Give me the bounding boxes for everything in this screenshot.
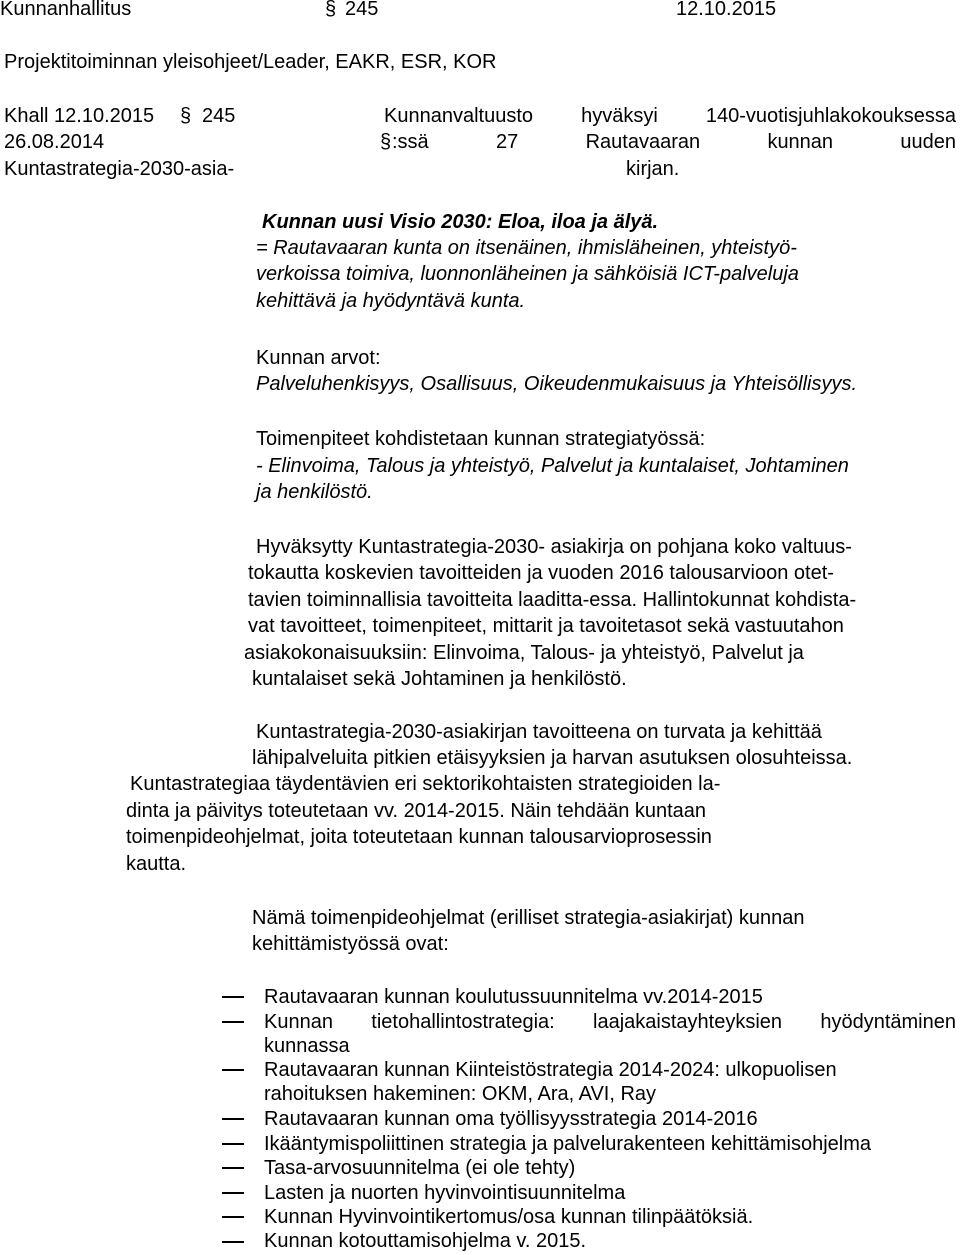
measures-line: ja henkilöstö. <box>256 481 373 503</box>
vision-line: = Rautavaaran kunta on itsenäinen, ihmisläheinen, yhteistyö- <box>256 237 797 259</box>
vision-heading: Kunnan uusi Visio 2030: Eloa, iloa ja älyä. <box>262 211 659 233</box>
measures-line: - Elinvoima, Talous ja yhteistyö, Palvelut ja kuntalaiset, Johtaminen <box>256 455 849 477</box>
approved-line: Hyväksytty Kuntastrategia-2030- asiakirja on pohjana koko valtuus- <box>256 536 852 558</box>
section-sign: § <box>325 0 337 20</box>
approved-line: asiakokonaisuuksiin: Elinvoima, Talous- ja yhteistyö, Palvelut ja <box>244 642 804 664</box>
list-dash <box>222 1241 244 1243</box>
doc-title: Projektitoiminnan yleisohjeet/Leader, EAKR, ESR, KOR <box>4 51 497 73</box>
history-text-line1: Kunnanvaltuusto hyväksyi 140-vuotisjuhlakokouksessa <box>384 105 956 127</box>
goal-line: lähipalveluita pitkien etäisyyksien ja harvan asutuksen olosuhteissa. <box>252 747 853 769</box>
header-number: 245 <box>345 0 379 20</box>
program-item: Tasa-arvosuunnitelma (ei ole tehty) <box>264 1157 576 1179</box>
program-item-continued: kunnassa <box>264 1035 350 1057</box>
section-sign: § <box>180 105 192 127</box>
history-text-line2: :ssä 27 Rautavaaran kunnan uuden <box>392 131 956 153</box>
history-prev-date: 26.08.2014 <box>4 131 105 153</box>
list-dash <box>222 1143 244 1145</box>
program-item: Lasten ja nuorten hyvinvointisuunnitelma <box>264 1182 626 1204</box>
program-item: Rautavaaran kunnan Kiinteistöstrategia 2014-2024: ulkopuolisen <box>264 1059 837 1081</box>
measures-heading: Toimenpiteet kohdistetaan kunnan strategiatyössä: <box>256 428 706 450</box>
list-dash <box>222 1167 244 1169</box>
approved-line: kuntalaiset sekä Johtaminen ja henkilöstö. <box>252 668 627 690</box>
values-text: Palveluhenkisyys, Osallisuus, Oikeudenmukaisuus ja Yhteisöllisyys. <box>256 373 858 395</box>
program-item: Kunnan kotouttamisohjelma v. 2015. <box>264 1230 587 1252</box>
programs-intro-line: kehittämistyössä ovat: <box>252 933 449 955</box>
history-khall: Khall 12.10.2015 <box>4 105 155 127</box>
program-item: Kunnan tietohallintostrategia: laajakaistayhteyksien hyödyntäminen <box>264 1011 956 1033</box>
section-sign: § <box>380 131 392 153</box>
programs-intro-line: Nämä toimenpideohjelmat (erilliset strategia-asiakirjat) kunnan <box>252 907 805 929</box>
list-dash <box>222 996 244 998</box>
history-khall-number: 245 <box>202 105 236 127</box>
list-dash <box>222 1118 244 1120</box>
values-heading <box>256 346 381 370</box>
program-item: Ikääntymispoliittinen strategia ja palvelurakenteen kehittämisohjelma <box>264 1133 871 1155</box>
goal-line: toimenpideohjelmat, joita toteutetaan kunnan talousarvioprosessin <box>126 826 712 848</box>
list-dash <box>222 1069 244 1071</box>
values-heading-text: Kunnan arvot: <box>256 347 381 369</box>
goal-line: dinta ja päivitys toteutetaan vv. 2014-2015. Näin tehdään kuntaan <box>126 800 707 822</box>
program-item-continued: rahoituksen hakeminen: OKM, Ara, AVI, Ray <box>264 1083 657 1105</box>
goal-line: Kuntastrategia-2030-asiakirjan tavoitteena on turvata ja kehittää <box>256 721 822 743</box>
vision-line: kehittävä ja hyödyntävä kunta. <box>256 290 526 312</box>
approved-line: tokautta koskevien tavoitteiden ja vuoden 2016 talousarvioon otet- <box>248 562 834 584</box>
header-date: 12.10.2015 <box>676 0 777 20</box>
goal-line: Kuntastrategiaa täydentävien eri sektorikohtaisten strategioiden la- <box>130 773 721 795</box>
list-dash <box>222 1021 244 1023</box>
list-dash <box>222 1192 244 1194</box>
history-text-line3: kirjan. <box>626 158 680 180</box>
history-prev-label: Kuntastrategia-2030-asia- <box>4 158 235 180</box>
goal-line: kautta. <box>126 853 187 875</box>
approved-line: vat tavoitteet, toimenpiteet, mittarit ja tavoitetasot sekä vastuutahon <box>248 615 844 637</box>
program-item: Rautavaaran kunnan koulutussuunnitelma vv.2014-2015 <box>264 986 763 1008</box>
approved-line: tavien toiminnallisia tavoitteita laaditta-essa. Hallintokunnat kohdista- <box>248 589 857 611</box>
program-item: Rautavaaran kunnan oma työllisyysstrategia 2014-2016 <box>264 1108 758 1130</box>
vision-line: verkoissa toimiva, luonnonläheinen ja sähköisiä ICT-palveluja <box>256 263 799 285</box>
program-item: Kunnan Hyvinvointikertomus/osa kunnan tilinpäätöksiä. <box>264 1206 754 1228</box>
header-org: Kunnanhallitus <box>0 0 132 20</box>
list-dash <box>222 1216 244 1218</box>
